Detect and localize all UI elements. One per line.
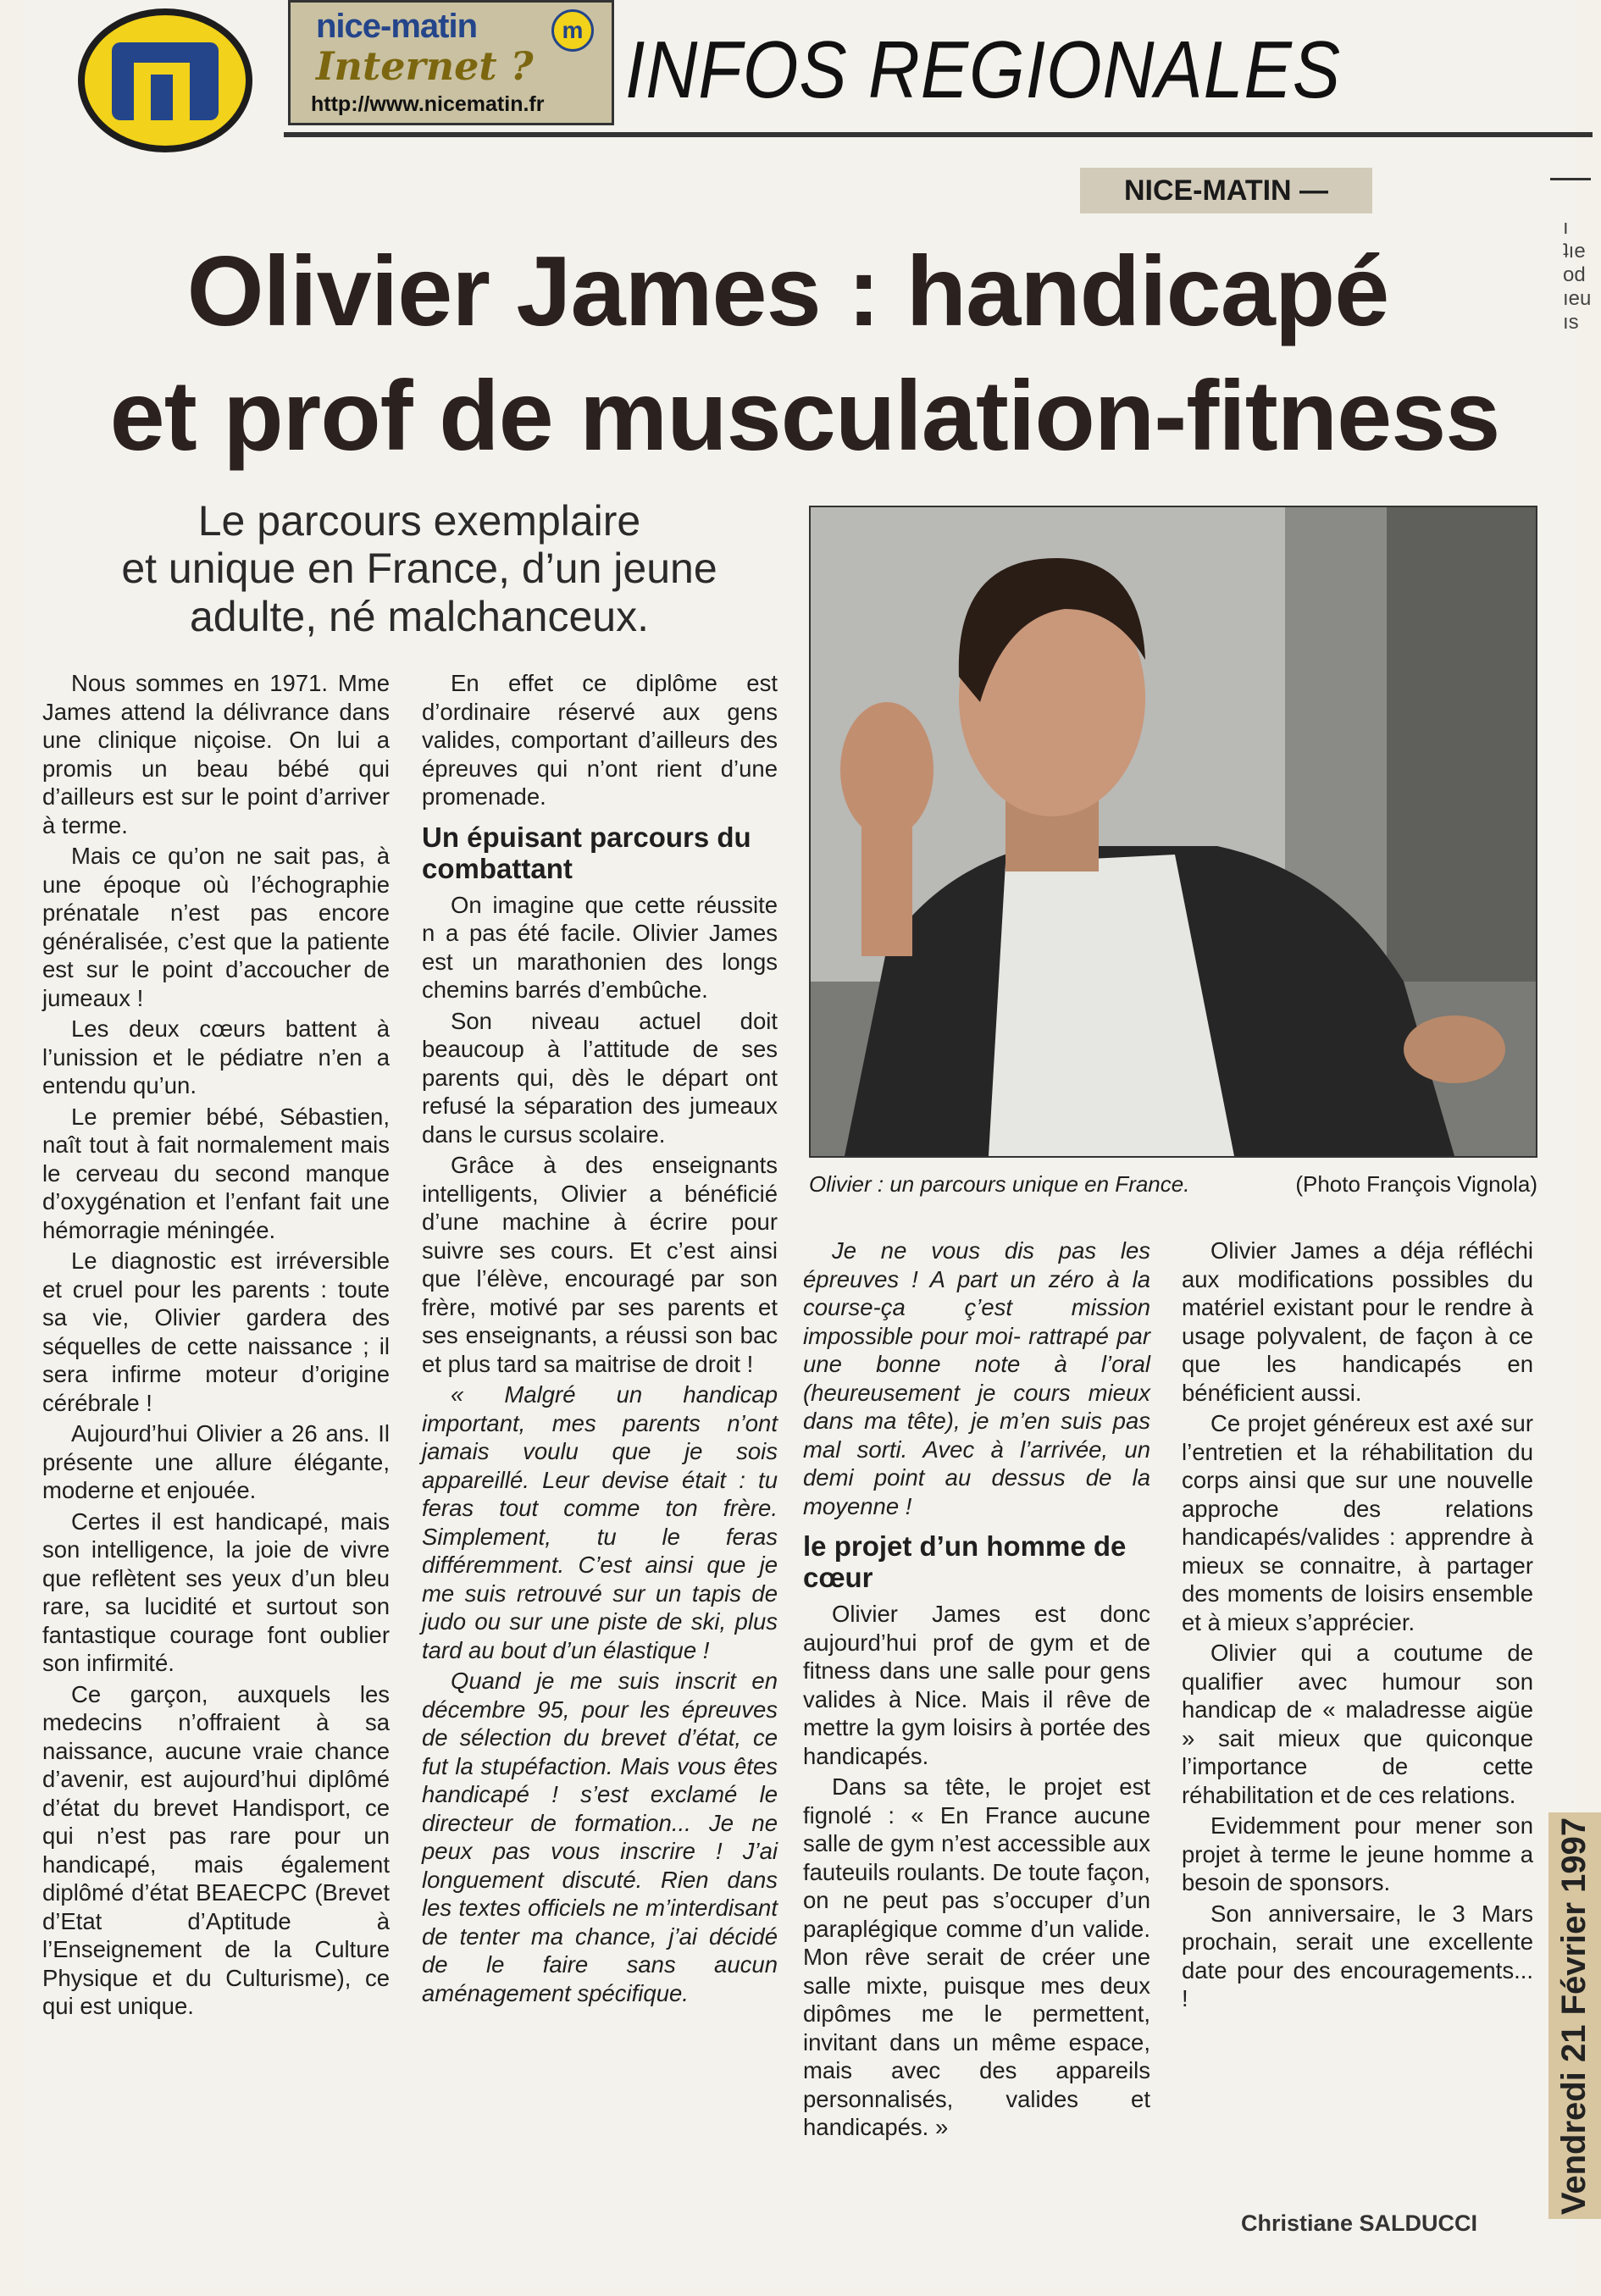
newspaper-page xyxy=(25,0,1592,2287)
nice-matin-logo xyxy=(78,8,252,152)
column-1 xyxy=(42,669,390,2023)
side-rule xyxy=(1550,178,1591,180)
internet-badge xyxy=(288,0,614,125)
paragraph: Certes il est handicapé, mais son intelligence, la joie de vivre que reflètent ses yeux d’un bleu rare, sa lucidité et surtout son fantastique courage font oublier son infirmité. xyxy=(42,1508,390,1676)
subheading: le projet d’un homme de cœur xyxy=(803,1530,1127,1593)
paragraph: Les deux cœurs battent à l’unission et le pédiatre n’en a entendu qu’un. xyxy=(42,1015,390,1098)
edge-line: ıs xyxy=(1563,311,1579,334)
paragraph: Aujourd’hui Olivier a 26 ans. Il présente une allure élégante, moderne et enjouée. xyxy=(42,1420,390,1503)
section-title: INFOS REGIONALES xyxy=(625,25,1341,115)
source-tag: NICE-MATIN — xyxy=(1080,168,1372,213)
badge-m-icon: m xyxy=(551,9,594,52)
paragraph: Mais ce qu’on ne sait pas, à une époque où l’échographie prénatale n’est pas encore généralisée, c’est que la patiente est sur le point d’accoucher de jumeaux ! xyxy=(42,843,390,1011)
byline: Christiane SALDUCCI xyxy=(1241,2210,1478,2236)
paragraph: Le diagnostic est irréversible et cruel pour les parents : toute sa vie, Olivier gardera des séquelles de cette naissance ; il sera infirme moteur d’origine cérébrale ! xyxy=(42,1248,390,1416)
paragraph: Olivier James est donc aujourd’hui prof de gym et de fitness dans une salle pour gens valides à Nice. Mais il rêve de mettre la gym loisirs à portée des handicapés. xyxy=(803,1601,1150,1769)
edge-line: od xyxy=(1563,263,1586,286)
paragraph: Ce projet généreux est axé sur l’entretien et la réhabilitation du corps ainsi que sur une nouvelle approche des relations handicapés/valides : apprendre à mieux se connaitre, à partager des moments de loisirs ensemble et à mieux s’apprécier. xyxy=(1182,1410,1533,1635)
paragraph: Ce garçon, auxquels les medecins n’offraient à sa naissance, aucune vraie chance d’avenir, est aujourd’hui diplômé d’état du brevet Handisport, ce qui n’est pas rare pour un handicapé, mais également diplômé d’état BEAECPC (Brevet d’Etat d’Aptitude à l’Enseignement de la Culture Physique et du Culturisme), ce qui est unique. xyxy=(42,1680,390,2019)
paragraph: Son anniversaire, le 3 Mars prochain, serait une excellente date pour des encouragements... ! xyxy=(1182,1900,1533,2011)
paragraph: Grâce à des enseignants intelligents, Olivier a bénéficié d’une machine à écrire pour suivre ses cours. Et c’est ainsi que l’élève, encouragé par son frère, motivé par ses parents et ses enseignants, a réussi son bac et plus tard sa maitrise de droit ! xyxy=(422,1152,778,1377)
m-logo-icon xyxy=(110,34,220,127)
headline-line-1: Olivier James : handicapé xyxy=(186,235,1389,346)
quote-paragraph: « Malgré un handicap important, mes parents n’ont jamais voulu que je sois appareillé. Leur devise était : tu feras tout comme ton frère. Simplement, tu le feras différemment. C’est ainsi que je me suis retrouvé sur un tapis de judo ou sur une piste de ski, plus tard au bout d’un élastique ! xyxy=(422,1381,778,1663)
header-rule xyxy=(284,132,1593,137)
paragraph: Le premier bébé, Sébastien, naît tout à fait normalement mais le cerveau du second manque d’oxygénation et l’enfant fait une hémorragie méningée. xyxy=(42,1103,390,1243)
paragraph: On imagine que cette réussite n a pas été facile. Olivier James est un marathonien des longs chemins barrés d’embûche. xyxy=(422,891,778,1003)
paragraph: Nous sommes en 1971. Mme James attend la délivrance dans une clinique niçoise. On lui a promis un beau bébé qui d’ailleurs est sur le point d’arriver à terme. xyxy=(42,670,390,838)
adjacent-column-fragment xyxy=(1563,216,1591,335)
deck-line-1: Le parcours exemplaire xyxy=(197,497,641,545)
paragraph: Olivier James a déja réfléchi aux modifications possibles du matériel existant pour le rendre à usage polyvalent, de façon à ce que les handicapés en bénéficient aussi. xyxy=(1182,1237,1533,1406)
paragraph: Son niveau actuel doit beaucoup à l’attitude de ses parents qui, dès le départ ont refusé la séparation des jumeaux dans le cursus scolaire. xyxy=(422,1007,778,1148)
edge-line: ı ʇıe xyxy=(1563,216,1586,263)
quote-paragraph: Je ne vous dis pas les épreuves ! A part un zéro à la course-ça ç’est mission impossible pour moi- rattrapé par une bonne note à l’oral (heureusement je cours mieux dans ma tête), je m’en suis pas mal sorti. Avec à l’arrivée, un demi point au dessus de la moyenne ! xyxy=(803,1237,1150,1519)
column-4 xyxy=(1182,1237,1533,2016)
paragraph: Olivier qui a coutume de qualifier avec humour son handicap de « maladresse aigüe » sait mieux que quiconque l’importance de cette réhabilitation et de ces relations. xyxy=(1182,1640,1533,1808)
deck-line-2: et unique en France, d’un jeune xyxy=(121,545,717,592)
paragraph: Evidemment pour mener son projet à terme le jeune homme a besoin de sponsors. xyxy=(1182,1812,1533,1895)
paragraph: En effet ce diplôme est d’ordinaire réservé aux gens valides, comportant d’ailleurs des épreuves qui n’ont rient d’une promenade. xyxy=(422,670,778,810)
article-photo xyxy=(809,506,1537,1158)
badge-url: http://www.nicematin.fr xyxy=(311,92,545,116)
deck-line-3: adulte, né malchanceux. xyxy=(189,593,650,640)
paragraph: Dans sa tête, le projet est fignolé : « En France aucune salle de gym n’est accessible aux fauteuils roulants. De toute façon, on ne peut pas s’occuper d’un paraplégique comme d’un valide. Mon rêve serait de créer une salle mixte, puisque mes deux dipômes me le permettent, invitant dans un même espace, mais avec des appareils personnalisés, valides et handicapés. » xyxy=(803,1773,1150,2140)
edge-line: ıeu xyxy=(1563,287,1592,310)
quote-paragraph: Quand je me suis inscrit en décembre 95, pour les épreuves de sélection du brevet d’état, ce fut la stupéfaction. Mais vous êtes handicapé ! s’est exclamé le directeur de formation... Je ne peux pas vous inscrire ! J’ai longuement discuté. Rien dans les textes officiels ne m’interdisant de tenter ma chance, j’ai décidé de le faire sans aucun aménagement spécifique. xyxy=(422,1668,778,2006)
date-stamp xyxy=(1548,1812,1601,2219)
subheading: Un épuisant parcours du combattant xyxy=(422,821,751,884)
badge-brand: nice-matin xyxy=(316,8,478,45)
column-2 xyxy=(422,669,778,2010)
date-text: Vendredi 21 Février 1997 xyxy=(1555,1817,1593,2215)
column-3 xyxy=(803,1237,1150,2144)
man-portrait-image xyxy=(811,507,1536,1156)
photo-credit: (Photo François Vignola) xyxy=(1295,1171,1537,1197)
badge-script: Internet ? xyxy=(316,43,534,89)
photo-caption: Olivier : un parcours unique en France. xyxy=(809,1171,1190,1197)
headline-line-2: et prof de musculation-fitness xyxy=(109,360,1500,471)
